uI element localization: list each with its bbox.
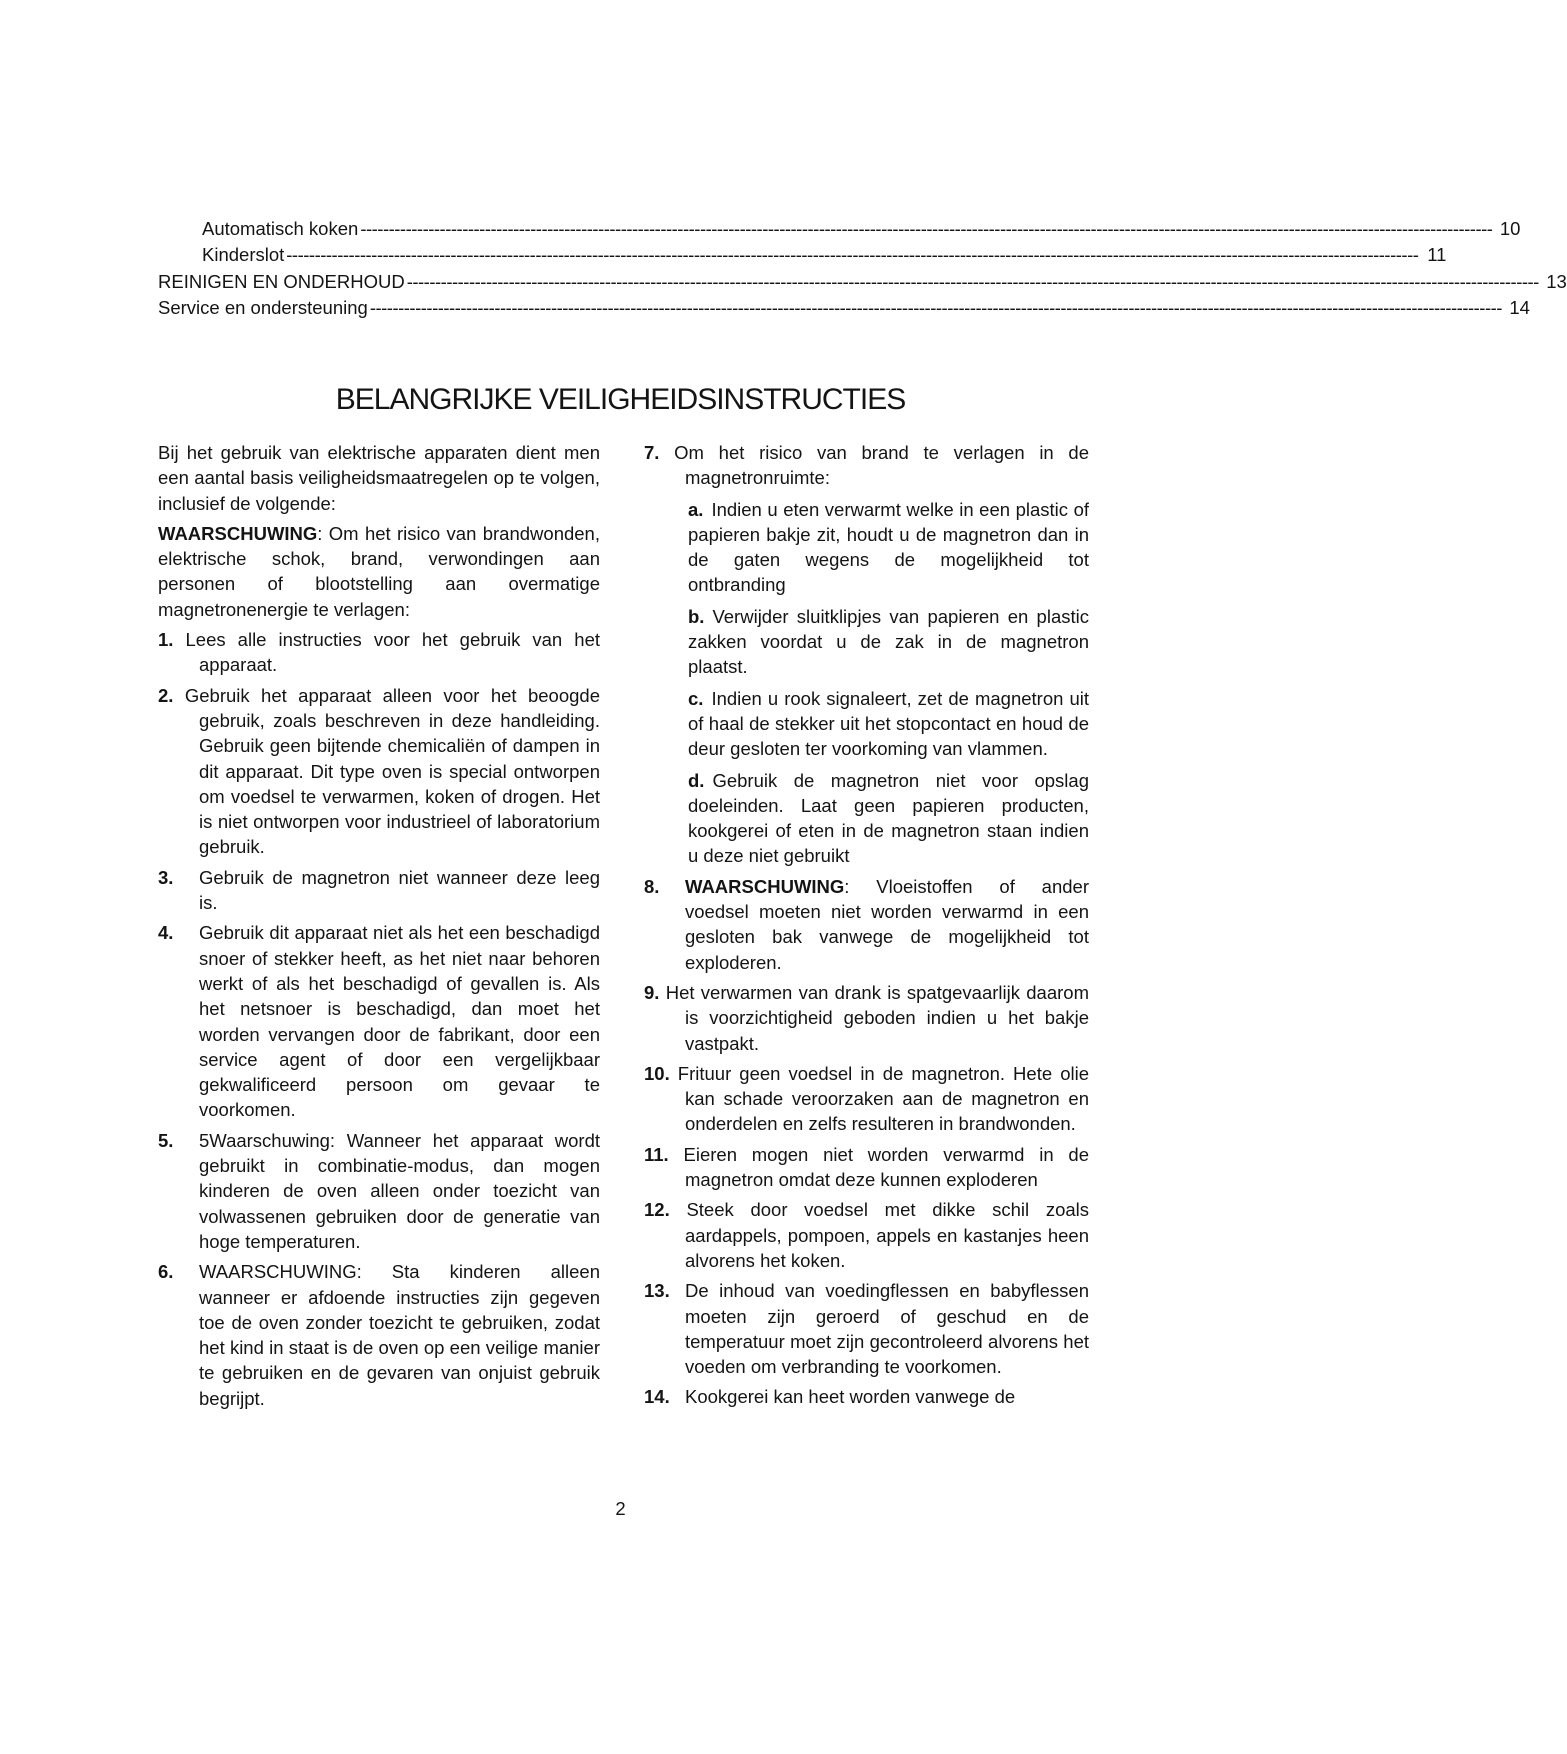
intro-paragraph: Bij het gebruik van elektrische apparaten dient men een aantal basis veiligheidsmaatregelen op te volgen, inclusief de volgende: <box>158 442 600 514</box>
sub-letter: c. <box>688 687 704 709</box>
toc-entry <box>158 244 1447 270</box>
right-column <box>644 440 1089 1410</box>
list-item <box>644 1197 1089 1273</box>
list-item <box>644 440 1089 491</box>
toc-label: Automatisch koken <box>202 218 359 239</box>
sub-item <box>688 768 1089 869</box>
item-number: 1. <box>158 629 174 651</box>
item-text: Om het risico van brand te verlagen in de magnetronruimte: <box>674 442 1090 489</box>
toc-entry <box>158 270 1567 297</box>
list-item <box>158 1259 600 1411</box>
item-number: 10. <box>644 1062 670 1084</box>
sub-text: Indien u rook signaleert, zet de magnetron uit of haal de stekker uit het stopcontact en houd de deur gesloten ter voorkoming van vlammen. <box>688 687 1089 760</box>
item-number: 11. <box>644 1143 669 1165</box>
list-item <box>644 874 1089 975</box>
item-text: Eieren mogen niet worden verwarmd in de magnetron omdat deze kunnen exploderen <box>683 1143 1089 1191</box>
toc-label: Service en ondersteuning <box>158 296 368 318</box>
item-text: Het verwarmen van drank is spatgevaarlijk daarom is voorzichtigheid geboden indien u het bakje vastpakt. <box>665 981 1089 1054</box>
item-text: Lees alle instructies voor het gebruik van het apparaat. <box>185 629 600 676</box>
toc-leader: -------------------------------------------------------------------------------------------------------------------------------------------------------------------------------------------------------- <box>369 296 1502 318</box>
warning-text: : Om het risico van brandwonden, elektrische schok, brand, verwondingen aan personen of blootstelling aan overmatige magnetronenergie te verlagen: <box>158 522 600 620</box>
item-text: : Vloeistoffen of ander voedsel moeten niet worden verwarmd in een gesloten bak vanwege de mogelijkheid tot exploderen. <box>685 875 1089 973</box>
sub-item <box>688 686 1089 762</box>
sub-text: Verwijder sluitklipjes van papieren en plastic zakken voordat u de zak in de magnetron plaatst. <box>688 605 1089 678</box>
sub-text: Indien u eten verwarmt welke in een plastic of papieren bakje zit, houdt u de magnetron dan in de gaten wegens de mogelijkheid tot ontbranding <box>688 498 1089 596</box>
item-text: 5Waarschuwing: Wanneer het apparaat wordt gebruikt in combinatie-modus, dan mogen kinderen de oven alleen onder toezicht van volwassenen gebruiken door de generatie van hoge temperaturen. <box>199 1129 600 1252</box>
toc-page: 13 <box>1546 270 1567 292</box>
item-number: 8. <box>644 875 660 897</box>
list-item <box>644 1061 1089 1137</box>
toc-leader: -------------------------------------------------------------------------------------------------------------------------------------------------------------------------------------------------------- <box>286 244 1419 266</box>
item-text: Kookgerei kan heet worden vanwege de <box>685 1386 1016 1408</box>
item-number: 5. <box>158 1129 174 1151</box>
sub-item <box>688 604 1089 680</box>
toc-page: 14 <box>1509 296 1530 318</box>
item-number: 12. <box>644 1199 670 1221</box>
item-text: Gebruik de magnetron niet wanneer deze leeg is. <box>199 866 600 914</box>
item-text: WAARSCHUWING: Sta kinderen alleen wanneer er afdoende instructies zijn gegeven toe de oven zonder toezicht te gebruiken, zodat het kind in staat is de oven op een veilige manier te gebruiken en de gevaren van onjuist gebruik begrijpt. <box>199 1261 600 1409</box>
item-text: Steek door voedsel met dikke schil zoals aardappels, pompoen, appels en kastanjes heen alvorens het koken. <box>685 1199 1090 1271</box>
item-text: Gebruik het apparaat alleen voor het beoogde gebruik, zoals beschreven in deze handleiding. Gebruik geen bijtende chemicaliën of dampen in dit apparaat. Dit type oven is special ontworpen om voedsel te verwarmen, koken of drogen. Het is niet ontworpen voor industrieel of laboratorium gebruik. <box>184 684 600 858</box>
toc-entry <box>158 218 1521 244</box>
list-item <box>158 683 600 860</box>
item-number: 14. <box>644 1386 670 1408</box>
left-column <box>158 440 600 1411</box>
list-item <box>644 1278 1089 1379</box>
toc-entry <box>158 296 1530 323</box>
item-text: De inhoud van voedingflessen en babyflessen moeten zijn geroerd of geschud en de temperatuur moet zijn gecontroleerd alvorens het voeden om verbranding te voorkomen. <box>685 1280 1089 1378</box>
list-item <box>644 980 1089 1056</box>
sub-letter: a. <box>688 498 704 520</box>
warning-label: WAARSCHUWING <box>685 875 845 897</box>
sub-letter: d. <box>688 769 705 791</box>
toc-leader: -------------------------------------------------------------------------------------------------------------------------------------------------------------------------------------------------------- <box>360 218 1493 239</box>
item-text: Frituur geen voedsel in de magnetron. Hete olie kan schade veroorzaken aan de magnetron en onderdelen en zelfs resulteren in brandwonden. <box>677 1062 1089 1135</box>
sub-letter: b. <box>688 605 705 627</box>
item-number: 9. <box>644 981 660 1003</box>
list-item <box>158 627 600 678</box>
sub-item <box>688 497 1089 598</box>
page-number: 2 <box>615 1498 626 1519</box>
item-number: 3. <box>158 866 174 888</box>
toc-label: Kinderslot <box>202 244 285 266</box>
item-number: 2. <box>158 684 174 706</box>
toc-page: 10 <box>1499 218 1521 239</box>
item-text: Gebruik dit apparaat niet als het een beschadigd snoer of stekker heeft, as het niet naar behoren werkt of als het beschadigd of gevallen is. Als het netsnoer is beschadigd, dan moet het worden vervangen door de fabrikant, door een service agent of door een vergelijkbaar gekwalificeerd persoon om gevaar te voorkomen. <box>199 922 600 1121</box>
table-of-contents <box>158 218 1567 323</box>
item-number: 13. <box>644 1280 670 1302</box>
toc-page: 11 <box>1427 244 1447 266</box>
item-number: 7. <box>644 442 660 463</box>
list-item <box>158 1128 600 1254</box>
warning-paragraph <box>158 521 600 622</box>
list-item <box>644 1142 1089 1193</box>
toc-leader: -------------------------------------------------------------------------------------------------------------------------------------------------------------------------------------------------------- <box>406 270 1539 292</box>
list-item <box>158 865 600 916</box>
section-title: BELANGRIJKE VEILIGHEIDSINSTRUCTIES <box>335 383 906 416</box>
list-item <box>158 920 600 1122</box>
list-item <box>644 1384 1089 1409</box>
item-number: 4. <box>158 922 174 944</box>
sub-text: Gebruik de magnetron niet voor opslag doeleinden. Laat geen papieren producten, kookgerei of eten in de magnetron staan indien u deze niet gebruikt <box>688 769 1089 867</box>
item-number: 6. <box>158 1261 174 1283</box>
toc-label: REINIGEN EN ONDERHOUD <box>158 270 405 292</box>
warning-label: WAARSCHUWING <box>158 522 318 544</box>
